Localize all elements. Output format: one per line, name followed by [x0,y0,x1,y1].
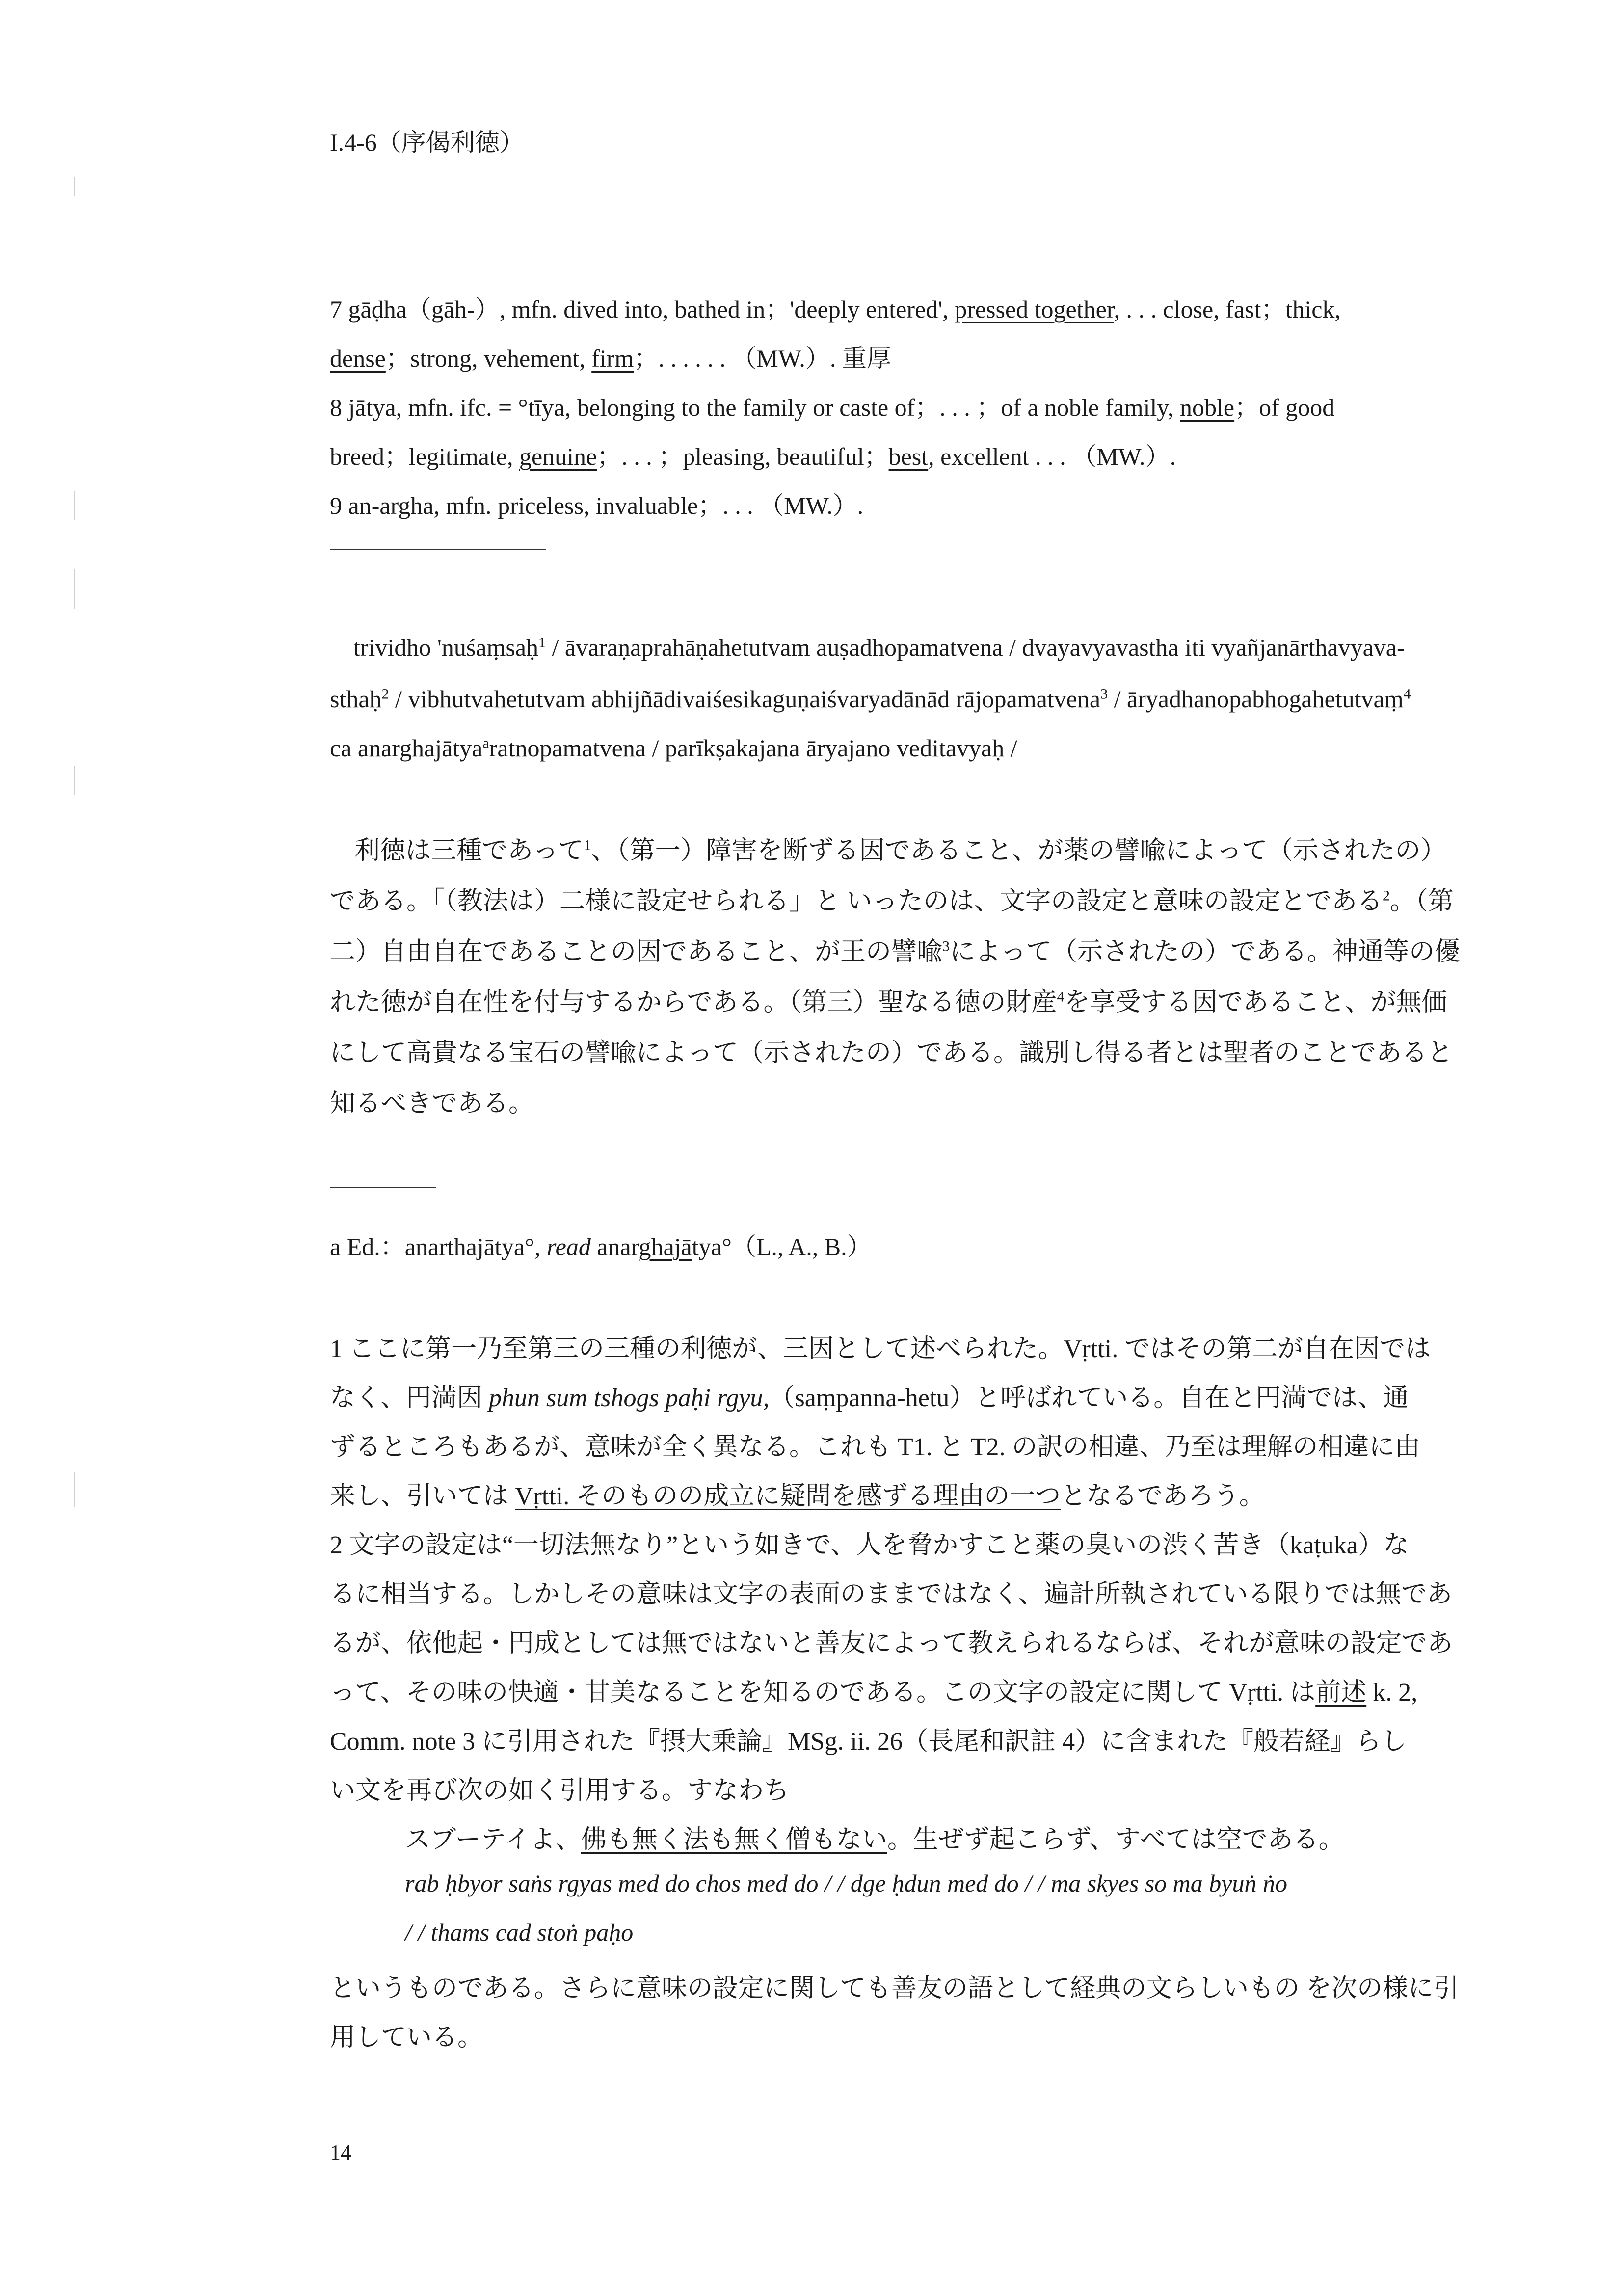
note-2-line-5: Comm. note 3 に引用された『摂大乗論』MSg. ii. 26（長尾和訳註 4）に含まれた『般若経』らし [330,1728,1407,1756]
running-header: I.4-6（序偈利徳） [330,129,524,156]
sanskrit-line-3: ca anarghajātya$^a$ratnopamatvena / parīkṣakajana āryajano veditavyaḥ / [330,734,1017,762]
note-2-quote-tibetan-line-1: rab ḥbyor saṅs rgyas med do chos med do / / dge ḥdun med do / / ma skyes so ma byuṅ ṅo [405,1869,1287,1897]
note-2-line-1: 2 文字の設定は“一切法無なり”という如きで、人を脅かすこと薬の臭いの渋く苦き（kaṭuka）な [330,1531,1409,1559]
note-2-line-2: るに相当する。しかしその意味は文字の表面のままではなく、遍計所執されている限りでは無であ [330,1580,1452,1608]
note-1-line-2: なく、円満因 phun sum tshogs paḥi rgyu,（saṃpanna-hetu）と呼ばれている。自在と円満では、通 [330,1384,1409,1412]
translation-line-2: である。「（教法は）二様に設定せられる」と いったのは、文字の設定と意味の設定とである$^2$。（第 [330,887,1454,915]
note-1-line-1: 1 ここに第一乃至第三の三種の利徳が、三因として述べられた。Vṛtti. ではその第二が自在因では [330,1335,1431,1363]
translation-line-4: れた徳が自在性を付与するからである。（第三）聖なる徳の財産$^4$を享受する因であること、が無価 [330,988,1447,1016]
gloss-8-line-2: breed；legitimate, genuine；. . . ；pleasing, beautiful；best, excellent . . . （MW.）. [330,443,1176,470]
note-2-line-7: というものである。さらに意味の設定に関しても善友の語として経典の文らしいもの を次の様に引 [330,1975,1460,2002]
note-2-line-6: い文を再び次の如く引用する。すなわち [330,1777,790,1805]
gloss-9: 9 an-argha, mfn. priceless, invaluable；. . . （MW.）. [330,492,864,519]
scan-mark [74,569,75,609]
sanskrit-line-1: trividho 'nuśaṃsaḥ$^1$ / āvaraṇaprahāṇahetutvam auṣadhopamatvena / dvayavyavastha iti vyañjanārthavyava- [353,634,1405,661]
scan-mark [74,766,75,795]
gloss-8-line-1: 8 jātya, mfn. ifc. = °tīya, belonging to the family or caste of；. . . ；of a noble family, noble；of good [330,394,1335,421]
sanskrit-line-2: sthaḥ$^2$ / vibhutvahetutvam abhijñādivaiśesikaguṇaiśvaryadānād rājopamatvena$^3$ / āryadhanopabhogahetutvaṃ$^4$ [330,685,1411,713]
note-2-line-8: 用している。 [330,2024,483,2052]
note-2-quote-japanese: スブーテイよ、佛も無く法も無く僧もない。生ぜず起こらず、すべては空である。 [405,1826,1344,1854]
scan-mark [74,1472,75,1507]
gloss-7-line-1: 7 gāḍha（gāh-）, mfn. dived into, bathed in；'deeply entered', pressed together, . . . close, fast；thick, [330,295,1341,323]
translation-line-3: 二）自由自在であることの因であること、が王の譬喩$^3$によって（示されたの）である。神通等の優 [330,938,1461,966]
note-1-line-3: ずるところもあるが、意味が全く異なる。これも T1. と T2. の訳の相違、乃至は理解の相違に由 [330,1433,1420,1461]
translation-line-5: にして高貴なる宝石の譬喩によって（示されたの）である。識別し得る者とは聖者のことであると [330,1039,1453,1067]
scan-mark [74,491,75,520]
apparatus-separator-rule [330,1187,436,1188]
gloss-7-line-2: dense；strong, vehement, firm；. . . . . . （MW.）. 重厚 [330,345,891,372]
translation-line-1: 利徳は三種であって$^1$、（第一）障害を断ずる因であること、が薬の譬喩によって（示されたの） [354,837,1446,865]
note-2-quote-tibetan-line-2: / / thams cad stoṅ paḥo [405,1919,634,1946]
note-2-line-4: って、その味の快適・甘美なることを知るのである。この文字の設定に関して Vṛtti. は前述 k. 2, [330,1679,1418,1707]
translation-line-6: 知るべきである。 [330,1090,534,1118]
note-1-line-4: 来し、引いては Vṛtti. そのものの成立に疑問を感ずる理由の一つとなるであろう。 [330,1482,1265,1510]
scan-mark [74,177,75,196]
note-2-line-3: るが、依他起・円成としては無ではないと善友によって教えられるならば、それが意味の設定であ [330,1629,1453,1657]
page-number: 14 [330,2140,351,2164]
apparatus-note-a: a Ed.：anarthajātya°, read anarghajātya°（L., A., B.） [330,1233,872,1260]
gloss-separator-rule [330,549,546,550]
